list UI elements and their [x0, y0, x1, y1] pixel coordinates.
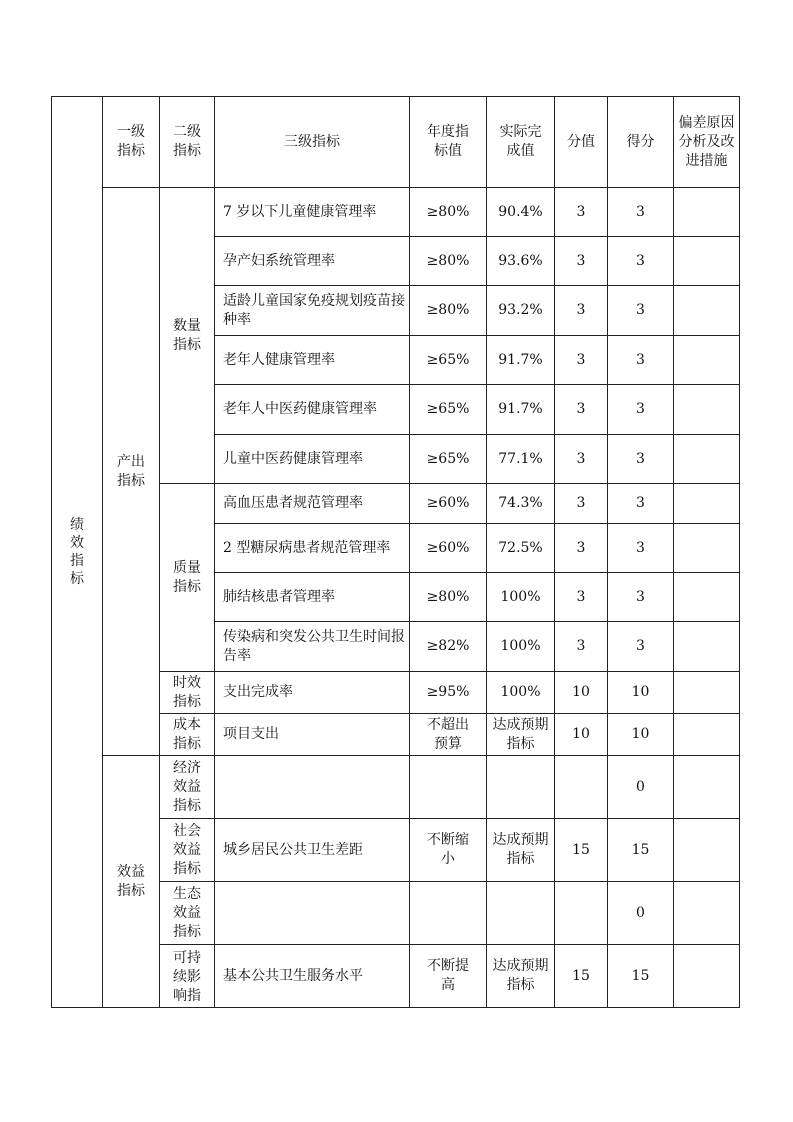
row-score: 3	[608, 385, 674, 435]
row-name: 儿童中医药健康管理率	[215, 435, 410, 484]
row-points: 3	[555, 622, 608, 672]
table-row	[52, 188, 740, 237]
economic-indicator-cell: 经济效益指标	[160, 756, 215, 819]
row-score: 3	[608, 622, 674, 672]
row-points: 3	[555, 524, 608, 573]
row-actual	[487, 882, 555, 945]
row-actual: 100%	[487, 622, 555, 672]
row-target: ≥80%	[410, 237, 487, 286]
row-score: 10	[608, 672, 674, 714]
row-target: ≥60%	[410, 484, 487, 524]
row-name: 老年人健康管理率	[215, 336, 410, 385]
row-name: 传染病和突发公共卫生时间报告率	[215, 622, 410, 672]
col-header-score: 得分	[608, 97, 674, 188]
cost-indicator-cell: 成本指标	[160, 714, 215, 756]
row-target: ≥65%	[410, 385, 487, 435]
row-points: 10	[555, 672, 608, 714]
row-note	[674, 188, 740, 237]
ecological-indicator-cell: 生态效益指标	[160, 882, 215, 945]
col-header-deviation: 偏差原因分析及改进措施	[674, 97, 740, 188]
quantity-indicator-cell: 数量指标	[160, 188, 215, 484]
row-points: 3	[555, 435, 608, 484]
row-note	[674, 573, 740, 622]
row-note	[674, 945, 740, 1008]
sustainable-indicator-cell: 可持续影响指	[160, 945, 215, 1008]
row-name: 老年人中医药健康管理率	[215, 385, 410, 435]
row-points	[555, 882, 608, 945]
row-points: 3	[555, 237, 608, 286]
row-target	[410, 882, 487, 945]
row-note	[674, 524, 740, 573]
row-name: 支出完成率	[215, 672, 410, 714]
row-actual	[487, 756, 555, 819]
row-points	[555, 756, 608, 819]
col-header-actual: 实际完成值	[487, 97, 555, 188]
row-name	[215, 756, 410, 819]
row-score: 3	[608, 237, 674, 286]
row-points: 15	[555, 819, 608, 882]
perf-indicator-label: 绩效指标	[70, 516, 84, 587]
row-score: 0	[608, 756, 674, 819]
row-score: 3	[608, 573, 674, 622]
row-note	[674, 882, 740, 945]
row-note	[674, 484, 740, 524]
row-actual: 91.7%	[487, 385, 555, 435]
col-header-level3: 三级指标	[215, 97, 410, 188]
timeliness-indicator-cell: 时效指标	[160, 672, 215, 714]
quality-indicator-cell: 质量指标	[160, 484, 215, 672]
row-note	[674, 714, 740, 756]
row-actual: 72.5%	[487, 524, 555, 573]
row-target: 不断缩小	[410, 819, 487, 882]
row-score: 15	[608, 945, 674, 1008]
row-points: 3	[555, 336, 608, 385]
row-actual: 77.1%	[487, 435, 555, 484]
row-note	[674, 756, 740, 819]
row-note	[674, 622, 740, 672]
social-indicator-cell: 社会效益指标	[160, 819, 215, 882]
row-name: 高血压患者规范管理率	[215, 484, 410, 524]
row-actual: 74.3%	[487, 484, 555, 524]
row-target: ≥80%	[410, 573, 487, 622]
row-actual: 90.4%	[487, 188, 555, 237]
row-score: 3	[608, 484, 674, 524]
row-target: ≥95%	[410, 672, 487, 714]
row-name: 城乡居民公共卫生差距	[215, 819, 410, 882]
col-header-level2: 二级指标	[160, 97, 215, 188]
row-name: 7 岁以下儿童健康管理率	[215, 188, 410, 237]
row-points: 3	[555, 573, 608, 622]
row-name: 肺结核患者管理率	[215, 573, 410, 622]
row-actual: 达成预期指标	[487, 714, 555, 756]
row-score: 3	[608, 188, 674, 237]
performance-indicator-table	[51, 96, 740, 1008]
row-score: 0	[608, 882, 674, 945]
row-actual: 93.6%	[487, 237, 555, 286]
row-score: 3	[608, 286, 674, 336]
row-name: 孕产妇系统管理率	[215, 237, 410, 286]
col-header-annual: 年度指标值	[410, 97, 487, 188]
row-name: 基本公共卫生服务水平	[215, 945, 410, 1008]
col-header-level1: 一级指标	[103, 97, 160, 188]
row-score: 15	[608, 819, 674, 882]
row-points: 3	[555, 286, 608, 336]
row-target: ≥65%	[410, 336, 487, 385]
perf-indicator-cell	[52, 97, 103, 1008]
col-header-points: 分值	[555, 97, 608, 188]
row-note	[674, 336, 740, 385]
row-target: ≥65%	[410, 435, 487, 484]
row-actual: 91.7%	[487, 336, 555, 385]
row-actual: 达成预期指标	[487, 945, 555, 1008]
row-points: 3	[555, 188, 608, 237]
header-row	[52, 97, 740, 188]
row-points: 10	[555, 714, 608, 756]
row-target: 不断提高	[410, 945, 487, 1008]
row-name: 项目支出	[215, 714, 410, 756]
row-target: ≥80%	[410, 286, 487, 336]
row-note	[674, 819, 740, 882]
row-target: ≥80%	[410, 188, 487, 237]
row-note	[674, 672, 740, 714]
row-note	[674, 237, 740, 286]
output-indicator-cell: 产出指标	[103, 188, 160, 756]
row-points: 15	[555, 945, 608, 1008]
row-score: 3	[608, 524, 674, 573]
row-name	[215, 882, 410, 945]
row-actual: 100%	[487, 672, 555, 714]
benefit-indicator-cell: 效益指标	[103, 756, 160, 1008]
row-target	[410, 756, 487, 819]
row-actual: 93.2%	[487, 286, 555, 336]
row-score: 10	[608, 714, 674, 756]
row-note	[674, 435, 740, 484]
row-name: 2 型糖尿病患者规范管理率	[215, 524, 410, 573]
row-score: 3	[608, 435, 674, 484]
row-target: ≥82%	[410, 622, 487, 672]
row-actual: 达成预期指标	[487, 819, 555, 882]
row-name: 适龄儿童国家免疫规划疫苗接种率	[215, 286, 410, 336]
row-target: ≥60%	[410, 524, 487, 573]
row-note	[674, 286, 740, 336]
row-actual: 100%	[487, 573, 555, 622]
row-points: 3	[555, 484, 608, 524]
table-row	[52, 756, 740, 819]
row-target: 不超出预算	[410, 714, 487, 756]
row-points: 3	[555, 385, 608, 435]
row-note	[674, 385, 740, 435]
row-score: 3	[608, 336, 674, 385]
